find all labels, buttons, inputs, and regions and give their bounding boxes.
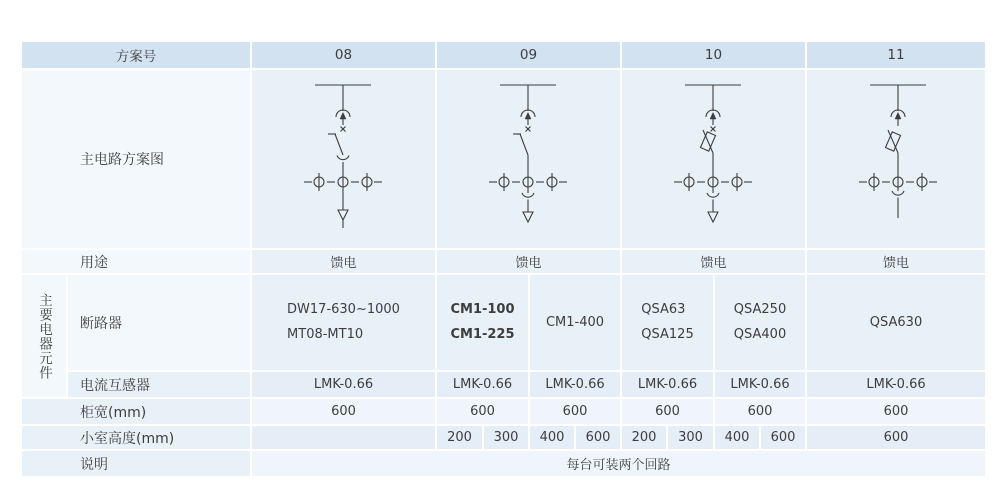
- usage-cell-11: 馈电: [807, 250, 985, 273]
- header-scheme-11: 11: [807, 42, 985, 68]
- diagram-row-label: 主电路方案图: [22, 70, 250, 248]
- height-cell-09a1: 200: [437, 426, 482, 449]
- usage-cell-08: 馈电: [252, 250, 435, 273]
- breaker-10b-line1: QSA250: [733, 302, 787, 318]
- height-cell-09b1: 400: [530, 426, 574, 449]
- circuit-diagram-scheme-09: [437, 70, 620, 248]
- diagram-cell-11: [807, 70, 985, 248]
- diagram-cell-10: [622, 70, 805, 248]
- ct-cell-11: LMK-0.66: [807, 372, 985, 397]
- header-scheme-10: 10: [622, 42, 805, 68]
- height-cell-11: 600: [807, 426, 985, 449]
- breaker-cell-08: [252, 275, 435, 370]
- components-group-label: 主要电器元件: [22, 275, 66, 397]
- breaker-cell-10b: [715, 275, 805, 370]
- header-scheme-09: 09: [437, 42, 620, 68]
- height-cell-10a1: 200: [622, 426, 666, 449]
- circuit-diagram-scheme-08: [252, 70, 435, 248]
- usage-cell-10: 馈电: [622, 250, 805, 273]
- breaker-09a-line1: CM1-100: [450, 302, 515, 318]
- height-cell-10b2: 600: [761, 426, 805, 449]
- note-cell: 每台可装两个回路: [252, 451, 985, 476]
- circuit-diagram-scheme-11: [807, 70, 985, 248]
- breaker-cell-11: QSA630: [807, 275, 985, 370]
- height-cell-08: [252, 426, 435, 449]
- breaker-cell-10a: [622, 275, 713, 370]
- width-cell-10a: 600: [622, 399, 713, 424]
- usage-row-label: 用途: [22, 250, 250, 273]
- ct-cell-09a: LMK-0.66: [437, 372, 528, 397]
- height-cell-10b1: 400: [715, 426, 759, 449]
- breaker-10b-line2: QSA400: [733, 326, 787, 342]
- height-cell-09b2: 600: [576, 426, 620, 449]
- diagram-cell-09: [437, 70, 620, 248]
- header-scheme-no: 方案号: [22, 42, 250, 68]
- ct-cell-09b: LMK-0.66: [530, 372, 620, 397]
- breaker-10a-line1: QSA63: [641, 302, 686, 318]
- width-cell-09b: 600: [530, 399, 620, 424]
- width-cell-11: 600: [807, 399, 985, 424]
- breaker-08-line1: DW17-630~1000: [287, 302, 400, 318]
- height-row-label: 小室高度(mm): [22, 426, 250, 449]
- breaker-cell-09a: [437, 275, 528, 370]
- width-cell-08: 600: [252, 399, 435, 424]
- breaker-09a-line2: CM1-225: [450, 326, 515, 342]
- header-scheme-08: 08: [252, 42, 435, 68]
- breaker-10a-line2: QSA125: [641, 326, 694, 342]
- ct-cell-10b: LMK-0.66: [715, 372, 805, 397]
- ct-cell-10a: LMK-0.66: [622, 372, 713, 397]
- breaker-cell-09b: CM1-400: [530, 275, 620, 370]
- width-cell-10b: 600: [715, 399, 805, 424]
- diagram-cell-08: [252, 70, 435, 248]
- width-cell-09a: 600: [437, 399, 528, 424]
- breaker-row-label: 断路器: [68, 275, 250, 370]
- ct-row-label: 电流互感器: [68, 372, 250, 397]
- width-row-label: 柜宽(mm): [22, 399, 250, 424]
- height-cell-10a2: 300: [668, 426, 713, 449]
- height-cell-09a2: 300: [484, 426, 528, 449]
- circuit-diagram-scheme-10: [622, 70, 805, 248]
- usage-cell-09: 馈电: [437, 250, 620, 273]
- ct-cell-08: LMK-0.66: [252, 372, 435, 397]
- note-row-label: 说明: [22, 451, 250, 476]
- breaker-08-line2: MT08-MT10: [287, 326, 364, 342]
